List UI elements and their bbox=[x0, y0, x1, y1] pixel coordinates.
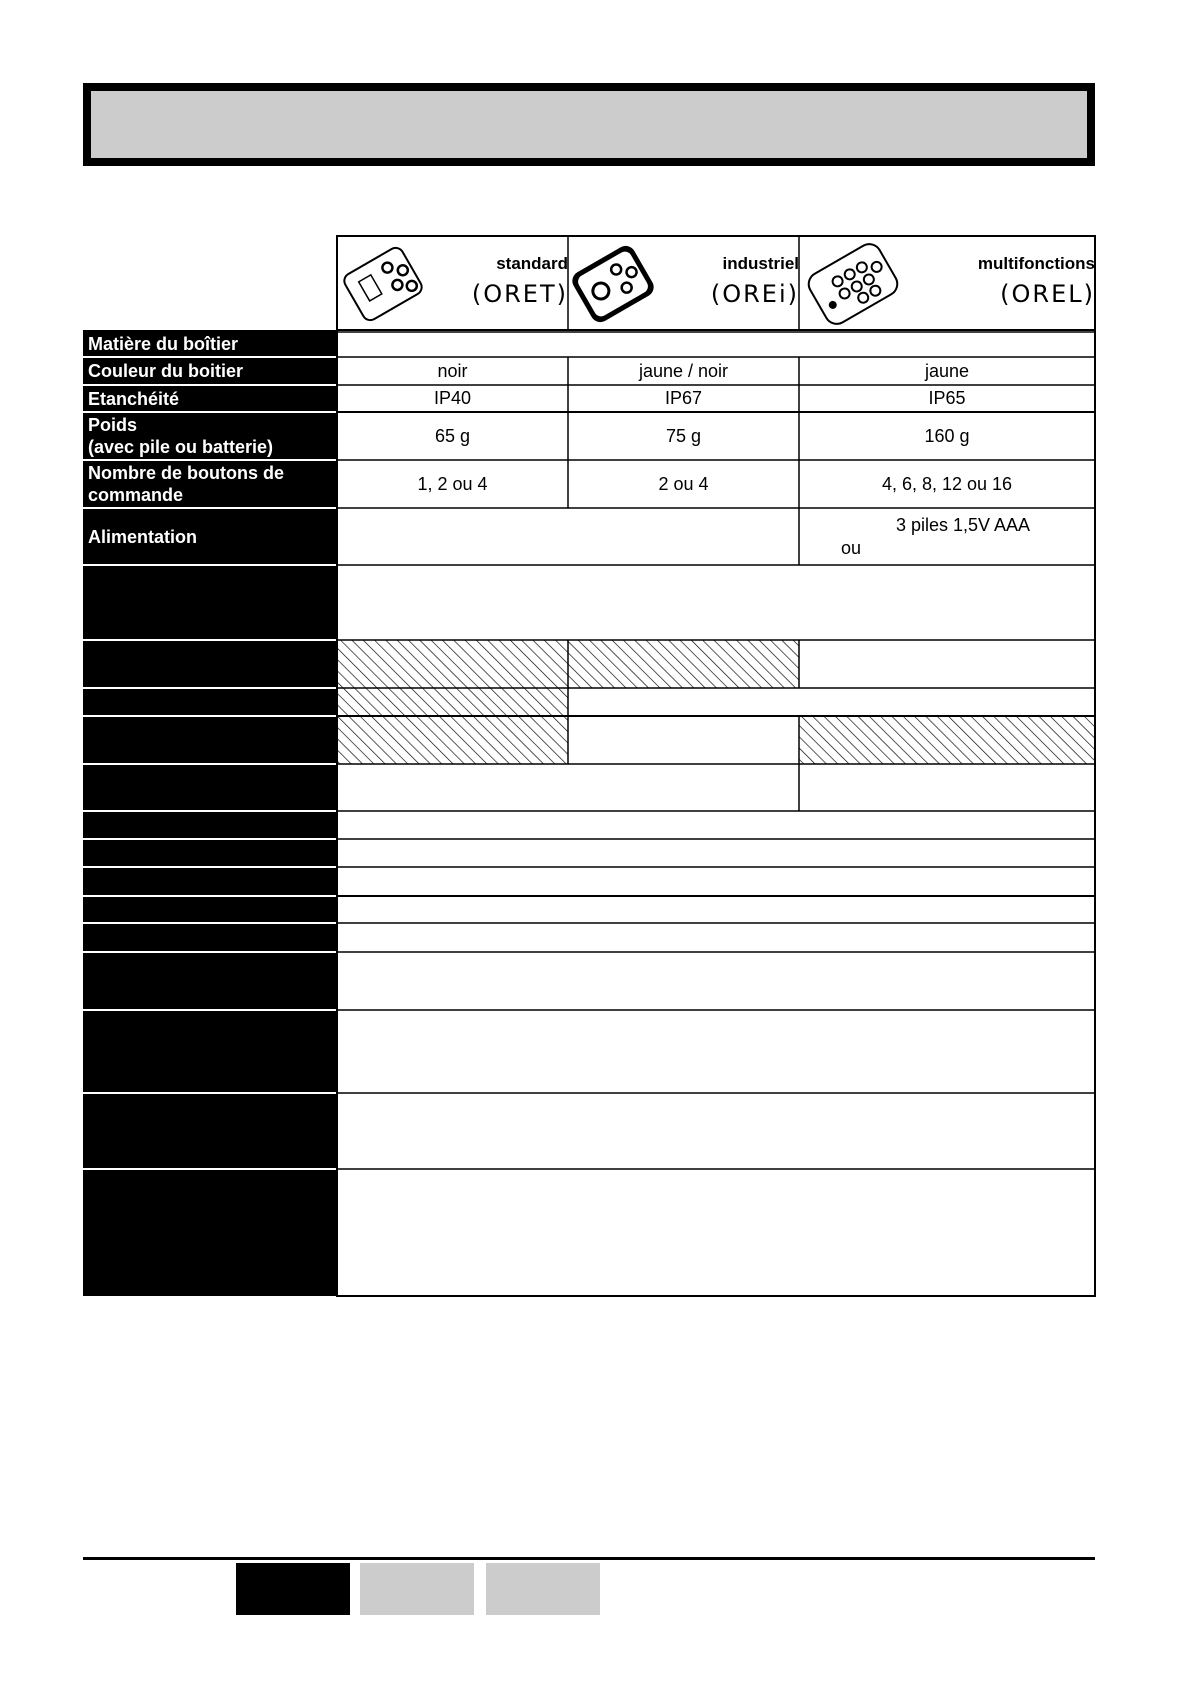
spec-table bbox=[83, 236, 1095, 1296]
couleur-standard: noir bbox=[437, 360, 468, 381]
etancheite-industriel: IP67 bbox=[664, 388, 703, 408]
title-bar bbox=[83, 83, 1095, 166]
page-tab-2[interactable] bbox=[360, 1563, 474, 1615]
label-poids-line1: Poids bbox=[88, 415, 138, 435]
model-name-industriel: industriel bbox=[722, 254, 799, 273]
remote-multifunction-icon bbox=[804, 240, 901, 328]
label-matiere: Matière du boîtier bbox=[88, 333, 239, 354]
label-poids-line2: (avec pile ou batterie) bbox=[88, 437, 274, 457]
boutons-multifonctions: 4, 6, 8, 12 ou 16 bbox=[881, 473, 1013, 494]
footer-rule bbox=[83, 1557, 1095, 1560]
couleur-multifonctions: jaune bbox=[924, 360, 970, 381]
alimentation-multifonctions-line2: ou bbox=[841, 538, 862, 558]
label-boutons-line1: Nombre de boutons de bbox=[88, 463, 285, 483]
page-tab-3[interactable] bbox=[486, 1563, 600, 1615]
poids-multifonctions: 160 g bbox=[924, 425, 970, 446]
couleur-industriel: jaune / noir bbox=[638, 360, 729, 381]
alimentation-multifonctions-line1: 3 piles 1,5V AAA bbox=[895, 515, 1031, 535]
etancheite-multifonctions: IP65 bbox=[928, 388, 966, 408]
model-name-multifonctions: multifonctions bbox=[977, 254, 1095, 273]
remote-industrial-icon bbox=[569, 242, 658, 325]
label-boutons bbox=[83, 460, 337, 508]
model-name-standard: standard bbox=[496, 254, 568, 273]
boutons-industriel: 2 ou 4 bbox=[658, 473, 709, 494]
model-code-multifonctions: (OREL) bbox=[1000, 280, 1095, 308]
model-code-industriel: (OREi) bbox=[710, 280, 799, 308]
poids-industriel: 75 g bbox=[665, 425, 702, 446]
boutons-standard: 1, 2 ou 4 bbox=[417, 473, 488, 494]
label-alimentation: Alimentation bbox=[88, 526, 198, 547]
remote-standard-icon bbox=[341, 245, 424, 323]
etancheite-standard: IP40 bbox=[433, 388, 472, 408]
model-code-standard: (ORET) bbox=[471, 280, 568, 308]
label-boutons-line2: commande bbox=[88, 485, 184, 505]
label-etancheite: Etanchéité bbox=[88, 388, 180, 409]
label-poids bbox=[83, 412, 337, 460]
page-tab-active[interactable] bbox=[236, 1563, 350, 1615]
poids-standard: 65 g bbox=[434, 425, 471, 446]
label-couleur: Couleur du boitier bbox=[88, 361, 243, 381]
